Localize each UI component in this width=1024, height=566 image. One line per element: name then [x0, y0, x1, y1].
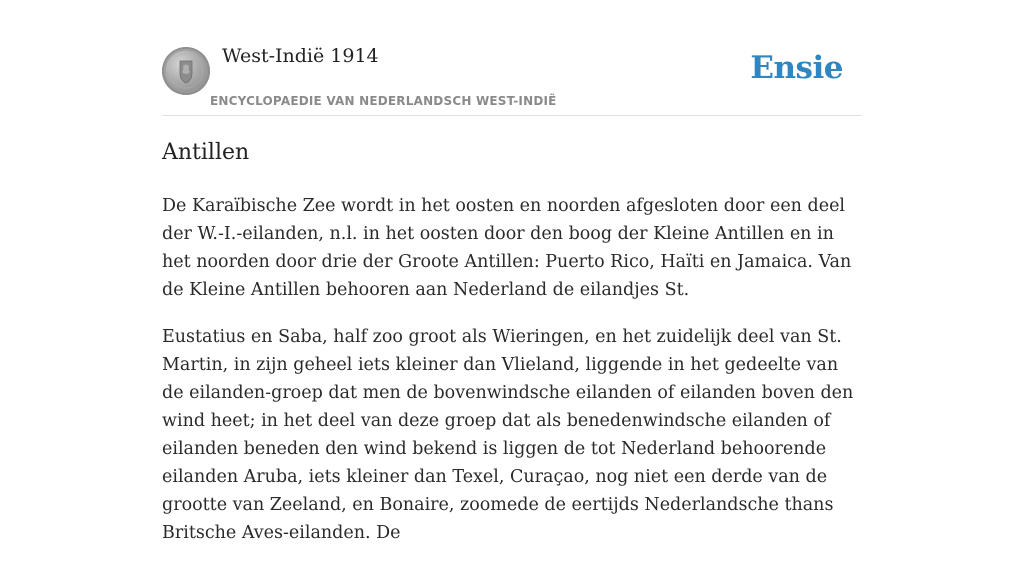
coin-icon[interactable] — [162, 47, 210, 95]
ensie-logo-link[interactable]: Ensie — [750, 50, 843, 86]
article-title: Antillen — [162, 140, 250, 165]
content-container — [162, 0, 862, 543]
article-paragraph: Eustatius en Saba, half zoo groot als Wieringen, en het zuidelijk deel van St. Martin, in zijn geheel iets kleiner dan Vlieland, liggende in het gedeelte van de eilanden-groep dat men de bovenwindsche eilanden of eilanden boven den wind heet; in het deel van deze groep dat als benedenwindsche eilanden of eilanden beneden den wind bekend is liggen de tot Nederland behoorende eilanden Aruba, iets kleiner dan Texel, Curaçao, nog niet een derde van de grootte van Zeeland, en Bonaire, zoomede de eertijds Nederlandsche thans Britsche Aves-eilanden. De — [162, 327, 854, 543]
article-paragraph: De Karaïbische Zee wordt in het oosten en noorden afgesloten door een deel der W.-I.-eilanden, n.l. in het oosten door den boog der Kleine Antillen en in het noorden door drie der Groote Antillen: Puerto Rico, Haïti en Jamaica. Van de Kleine Antillen behooren aan Nederland de eilandjes St. — [162, 196, 852, 300]
book-title-link[interactable]: West-Indië 1914 — [222, 45, 379, 67]
book-subtitle: ENCYCLOPAEDIE VAN NEDERLANDSCH WEST-INDIË — [210, 94, 557, 108]
article-body — [162, 192, 862, 566]
book-header — [162, 0, 862, 116]
